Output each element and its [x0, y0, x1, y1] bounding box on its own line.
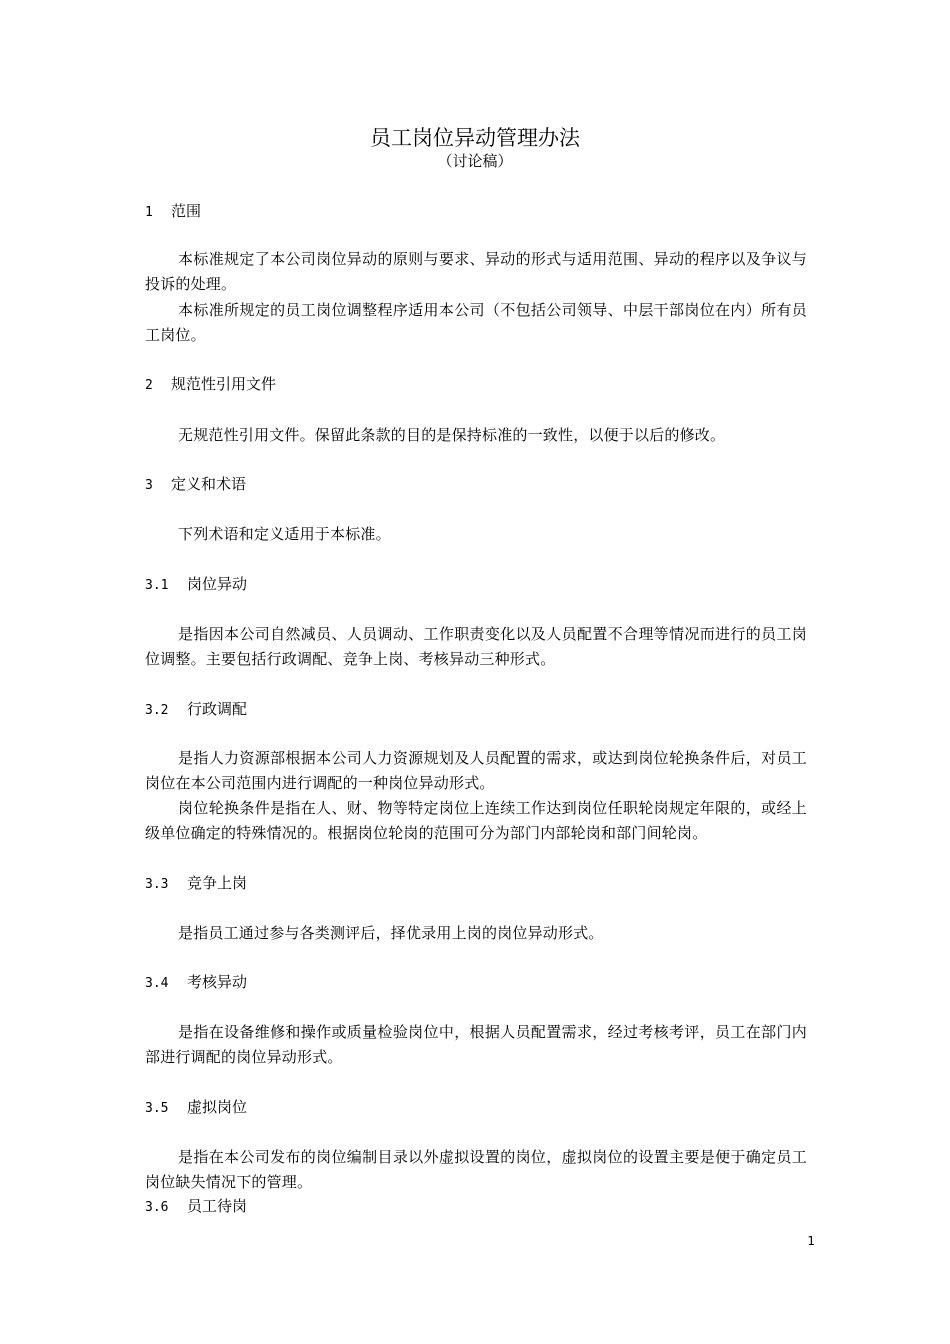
section-title: 岗位异动	[187, 575, 248, 593]
section-title: 虚拟岗位	[187, 1098, 248, 1116]
section-heading-3-3	[145, 873, 247, 895]
section-number: 3	[145, 478, 153, 493]
section-3-2-paragraph-2: 岗位轮换条件是指在人、财、物等特定岗位上连续工作达到岗位任职轮岗规定年限的，或经上级单位确定的特殊情况的。根据岗位轮岗的范围可分为部门内部轮岗和部门间轮岗。	[145, 799, 807, 842]
section-number: 3.5	[145, 1101, 169, 1116]
section-3-1-paragraph-1: 是指因本公司自然减员、人员调动、工作职责变化以及人员配置不合理等情况而进行的员工岗位调整。主要包括行政调配、竞争上岗、考核异动三种形式。	[145, 625, 807, 668]
document-subtitle: （讨论稿）	[437, 152, 513, 170]
document-title: 员工岗位异动管理办法	[370, 126, 580, 150]
section-number: 3.3	[145, 877, 169, 892]
section-number: 3.6	[145, 1200, 169, 1215]
section-title: 规范性引用文件	[171, 375, 277, 393]
section-heading-3	[145, 474, 246, 496]
section-title: 定义和术语	[171, 475, 247, 493]
section-title: 行政调配	[187, 700, 248, 718]
section-heading-3-1	[145, 574, 247, 596]
section-3-5-paragraph-1: 是指在本公司发布的岗位编制目录以外虚拟设置的岗位，虚拟岗位的设置主要是便于确定员工岗位缺失情况下的管理。	[145, 1148, 807, 1191]
section-3-paragraph-1: 下列术语和定义适用于本标准。	[178, 525, 391, 543]
section-number: 2	[145, 378, 153, 393]
section-title: 考核异动	[187, 973, 248, 991]
section-heading-3-2	[145, 699, 247, 721]
section-3-3-paragraph-1: 是指员工通过参与各类测评后，择优录用上岗的岗位异动形式。	[178, 924, 604, 942]
section-3-4-paragraph-1: 是指在设备维修和操作或质量检验岗位中，根据人员配置需求，经过考核考评，员工在部门内部进行调配的岗位异动形式。	[145, 1023, 807, 1066]
section-heading-3-5	[145, 1097, 247, 1119]
section-3-2-paragraph-1: 是指人力资源部根据本公司人力资源规划及人员配置的需求，或达到岗位轮换条件后，对员工岗位在本公司范围内进行调配的一种岗位异动形式。	[145, 749, 807, 792]
section-2-paragraph-1: 无规范性引用文件。保留此条款的目的是保持标准的一致性，以便于以后的修改。	[178, 426, 726, 444]
section-heading-3-4	[145, 972, 247, 994]
section-heading-3-6	[145, 1196, 247, 1218]
section-title: 竞争上岗	[187, 874, 248, 892]
section-number: 3.2	[145, 703, 169, 718]
section-number: 3.1	[145, 578, 169, 593]
section-1-paragraph-1: 本标准规定了本公司岗位异动的原则与要求、异动的形式与适用范围、异动的程序以及争议与投诉的处理。	[145, 250, 807, 293]
section-title: 员工待岗	[187, 1197, 248, 1215]
section-number: 1	[145, 205, 153, 220]
section-title: 范围	[171, 202, 202, 220]
page-number: 1	[807, 1234, 815, 1248]
section-number: 3.4	[145, 976, 169, 991]
section-1-paragraph-2: 本标准所规定的员工岗位调整程序适用本公司（不包括公司领导、中层干部岗位在内）所有员工岗位。	[145, 301, 807, 344]
section-heading-1	[145, 201, 201, 223]
section-heading-2	[145, 374, 276, 396]
